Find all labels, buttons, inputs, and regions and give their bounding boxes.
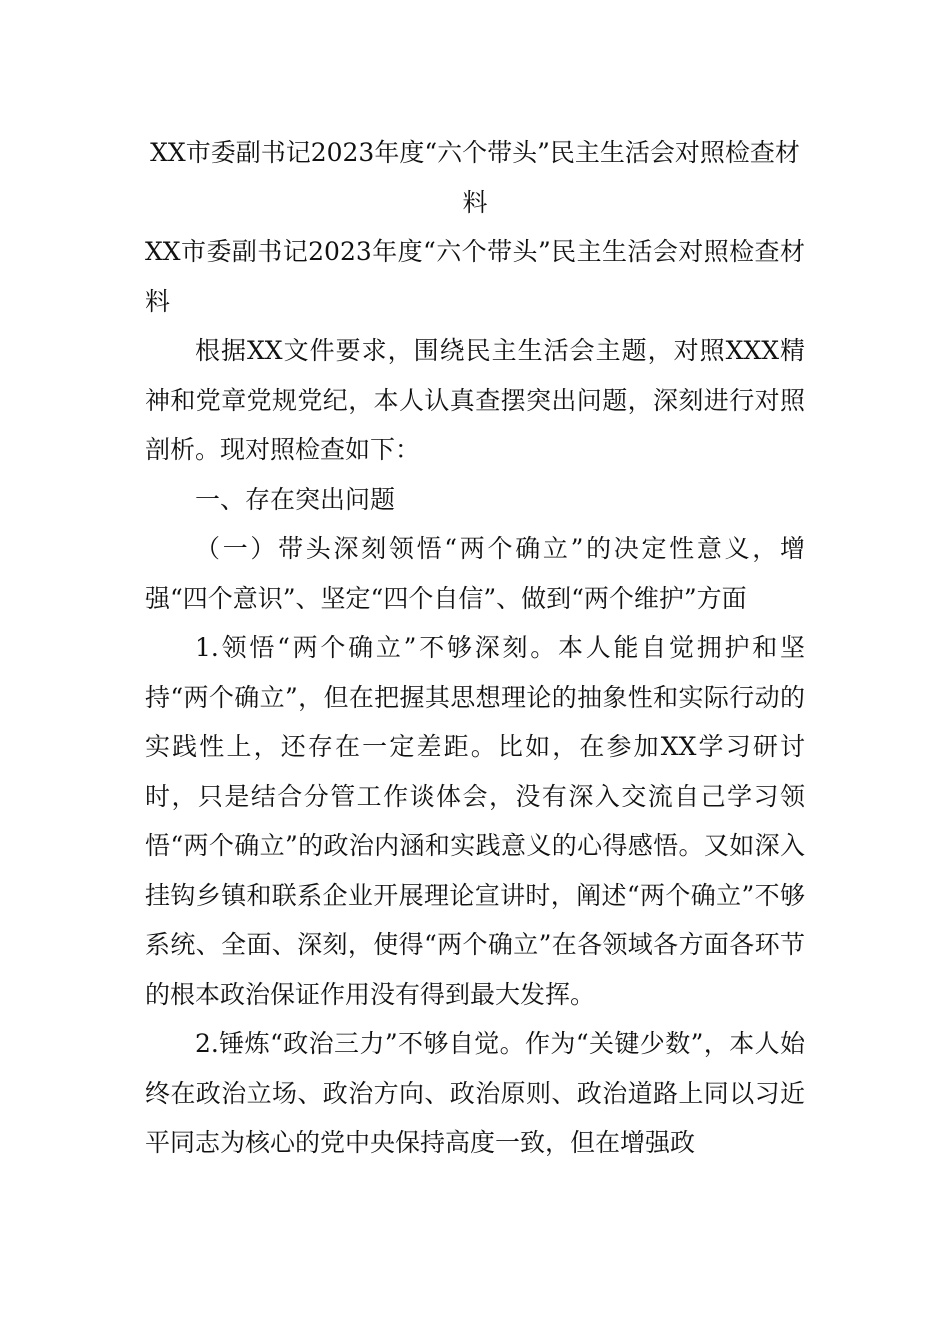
body-paragraph-1: 1.领悟“两个确立”不够深刻。本人能自觉拥护和坚持“两个确立”，但在把握其思想理论的抽象性和实际行动的实践性上，还存在一定差距。比如，在参加XX学习研讨时，只是结合分管工作谈体会，没有深入交流自己学习领悟“两个确立”的政治内涵和实践意义的心得感悟。又如深入挂钩乡镇和联系企业开展理论宣讲时，阐述“两个确立”不够系统、全面、深刻，使得“两个确立”在各领域各方面各环节的根本政治保证作用没有得到最大发挥。 [145,633,805,1009]
intro-paragraph: 根据XX文件要求，围绕民主生活会主题，对照XXX精神和党章党规党纪，本人认真查摆突出问题，深刻进行对照剖析。现对照检查如下： [145,336,805,464]
subsection-heading: （一）带头深刻领悟“两个确立”的决定性意义，增强“四个意识”、坚定“四个自信”、做到“两个维护”方面 [145,534,805,613]
body-paragraph-2: 2.锤炼“政治三力”不够自觉。作为“关键少数”，本人始终在政治立场、政治方向、政治原则、政治道路上同以习近平同志为核心的党中央保持高度一致，但在增强政 [145,1029,805,1157]
document-title: XX市委副书记2023年度“六个带头”民主生活会对照检查材料 [150,138,800,217]
section-heading: 一、存在突出问题 [195,484,396,514]
document-title-repeat: XX市委副书记2023年度“六个带头”民主生活会对照检查材料 [145,237,805,316]
document-body [145,128,805,1168]
